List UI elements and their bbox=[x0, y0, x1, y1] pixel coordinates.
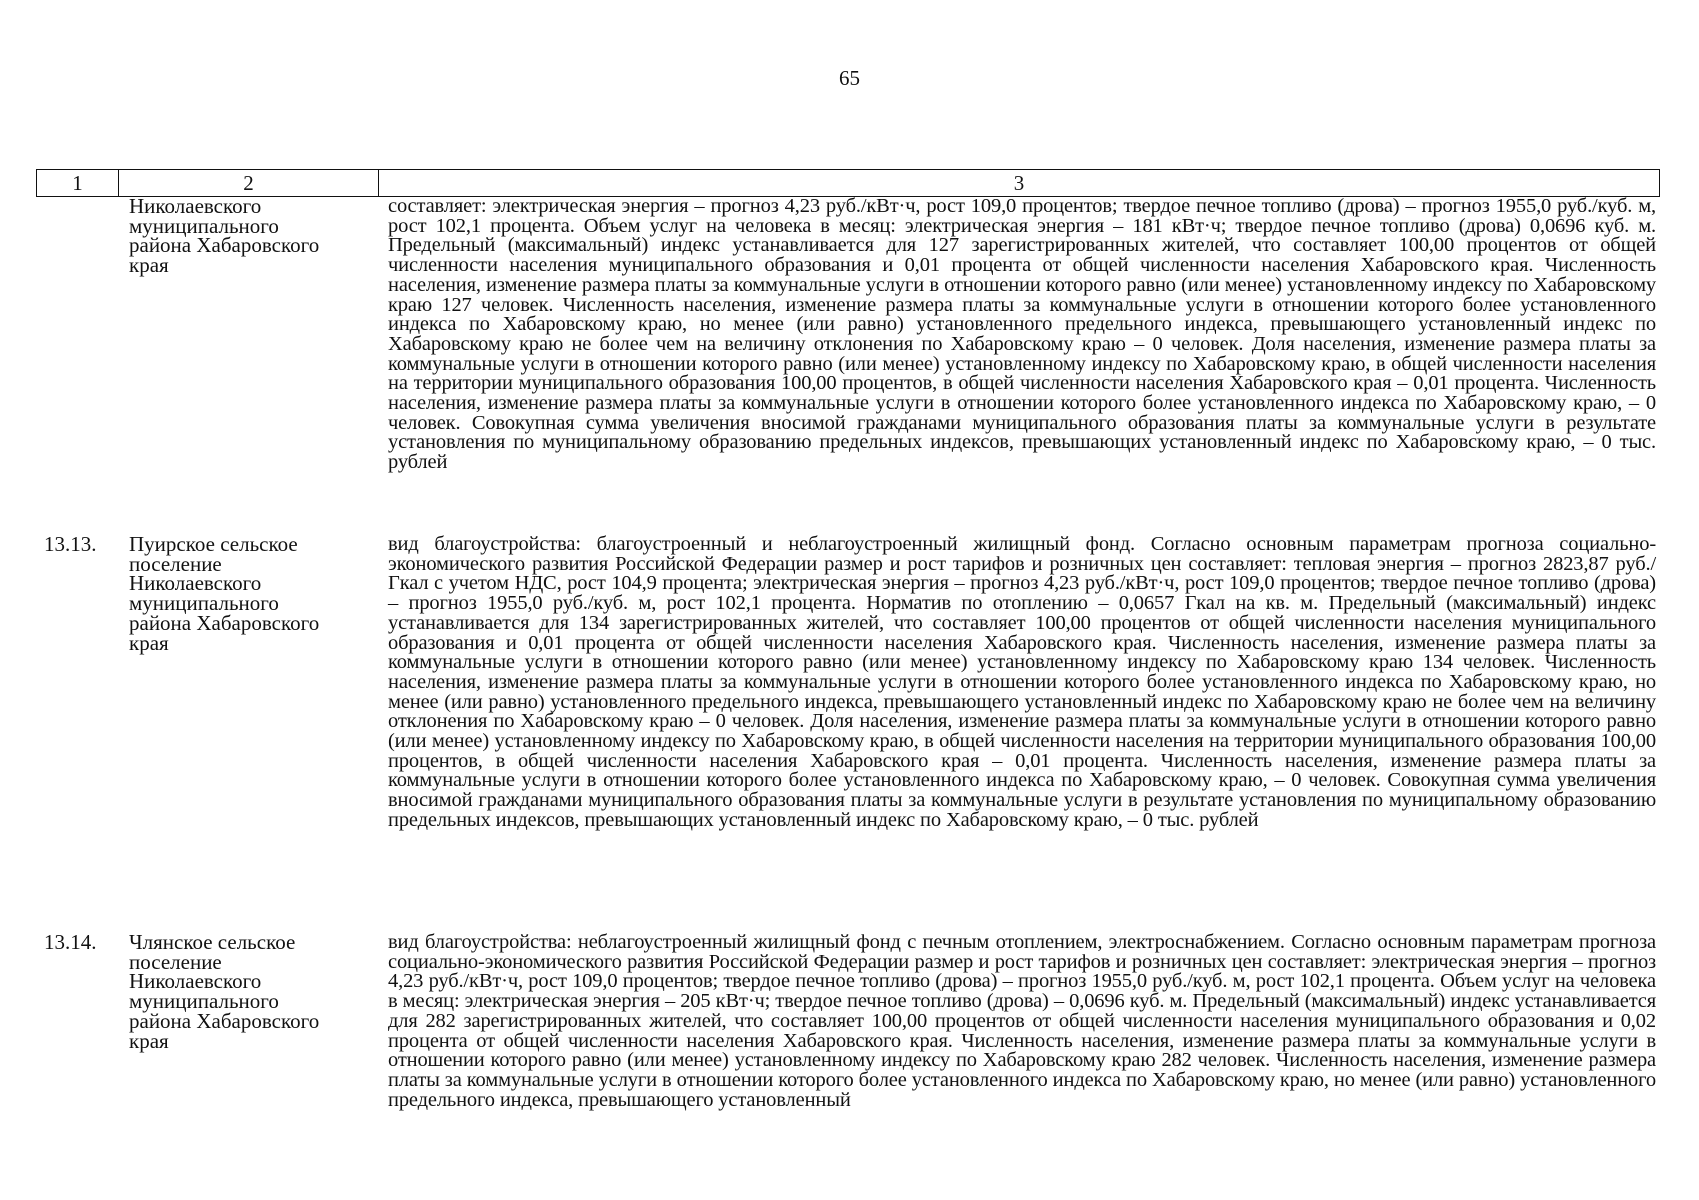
column-header-1: 1 bbox=[37, 170, 119, 196]
municipality-name: Пуирское сельское поселение Николаевского муниципального района Хабаровского края bbox=[129, 532, 320, 655]
table-header bbox=[36, 169, 1660, 197]
row-number: 13.14. bbox=[44, 930, 97, 954]
municipality-name: Члянское сельское поселение Николаевского муниципального района Хабаровского края bbox=[129, 930, 320, 1053]
row-description: составляет: электрическая энергия – прогноз 4,23 руб./кВт·ч, рост 109,0 процентов; твердое печное топливо (дрова) – прогноз 1955,0 руб./куб. м, рост 102,1 процента. Объем услуг на человека в месяц: электрическая энергия – 181 кВт·ч; твердое печное топливо (дрова) 0,0696 куб. м. Предельный (максимальный) индекс устанавливается для 127 зарегистрированных жителей, что составляет 100,00 процентов от общей численности населения муниципального образования и 0,01 процента от общей численности населения Хабаровского края. Численность населения, изменение размера платы за коммунальные услуги в отношении которого равно (или менее) установленному индексу по Хабаровскому краю 127 человек. Численность населения, изменение размера платы за коммунальные услуги в отношении которого более установленного индекса по Хабаровскому краю, но менее (или равно) установленного предельного индекса, превышающего установленный индекс по Хабаровскому краю не более чем на величину отклонения по Хабаровскому краю – 0 человек. Доля населения, изменение размера платы за коммунальные услуги в отношении которого равно (или менее) установленному индексу по Хабаровскому краю, в общей численности населения на территории муниципального образования 100,00 процентов, в общей численности населения Хабаровского края – 0,01 процента. Численность населения, изменение размера платы за коммунальные услуги в отношении которого более установленного индекса по Хабаровскому краю, – 0 человек. Совокупная сумма увеличения вносимой гражданами муниципального образования платы за коммунальные услуги в результате установления по муниципальному образованию предельных индексов, превышающих установленный индекс по Хабаровскому краю, – 0 тыс. рублей bbox=[388, 195, 1656, 474]
municipality-name: Николаевского муниципального района Хабаровского края bbox=[129, 194, 320, 278]
column-header-3: 3 bbox=[1013, 171, 1025, 195]
row-number: 13.13. bbox=[44, 532, 97, 556]
page-number: 65 bbox=[839, 66, 860, 90]
row-description: вид благоустройства: неблагоустроенный жилищный фонд с печным отоплением, электроснабжением. Согласно основным параметрам прогноза социально-экономического развития Российской Федерации размер и рост тарифов и розничных цен составляет: электрическая энергия – прогноз 4,23 руб./кВт·ч, рост 109,0 процентов; твердое печное топливо (дрова) – прогноз 1955,0 руб./куб. м, рост 102,1 процента. Объем услуг на человека в месяц: электрическая энергия – 205 кВт·ч; твердое печное топливо (дрова) – 0,0696 куб. м. Предельный (максимальный) индекс устанавливается для 282 зарегистрированных жителей, что составляет 100,00 процентов от общей численности населения муниципального образования и 0,02 процента от общей численности населения Хабаровского края. Численность населения, изменение размера платы за коммунальные услуги в отношении которого равно (или менее) установленному индексу по Хабаровскому краю 282 человек. Численность населения, изменение размера платы за коммунальные услуги в отношении которого более установленного индекса по Хабаровскому краю, но менее (или равно) установленного предельного индекса, превышающего установленный bbox=[388, 931, 1656, 1111]
row-description: вид благоустройства: благоустроенный и неблагоустроенный жилищный фонд. Согласно основным параметрам прогноза социально-экономического развития Российской Федерации размер и рост тарифов и розничных цен составляет: тепловая энергия – прогноз 2823,87 руб./Гкал с учетом НДС, рост 104,9 процента; электрическая энергия – прогноз 4,23 руб./кВт·ч, рост 109,0 процентов; твердое печное топливо (дрова) – прогноз 1955,0 руб./куб. м, рост 102,1 процента. Норматив по отоплению – 0,0657 Гкал на кв. м. Предельный (максимальный) индекс устанавливается для 134 зарегистрированных жителей, что составляет 100,00 процентов от общей численности населения муниципального образования и 0,01 процента от общей численности населения Хабаровского края. Численность населения, изменение размера платы за коммунальные услуги в отношении которого равно (или менее) установленному индексу по Хабаровскому краю 134 человек. Численность населения, изменение размера платы за коммунальные услуги в отношении которого более установленного индекса по Хабаровскому краю, но менее (или равно) установленного предельного индекса, превышающего установленный индекс по Хабаровскому краю не более чем на величину отклонения по Хабаровскому краю – 0 человек. Доля населения, изменение размера платы за коммунальные услуги в отношении которого равно (или менее) установленному индексу по Хабаровскому краю, в общей численности населения на территории муниципального образования 100,00 процентов, в общей численности населения Хабаровского края – 0,01 процента. Численность населения, изменение размера платы за коммунальные услуги в отношении которого более установленного индекса по Хабаровскому краю, – 0 человек. Совокупная сумма увеличения вносимой гражданами муниципального образования платы за коммунальные услуги в результате установления по муниципальному образованию предельных индексов, превышающих установленный индекс по Хабаровскому краю, – 0 тыс. рублей bbox=[388, 533, 1656, 831]
column-header-2: 2 bbox=[119, 170, 379, 196]
